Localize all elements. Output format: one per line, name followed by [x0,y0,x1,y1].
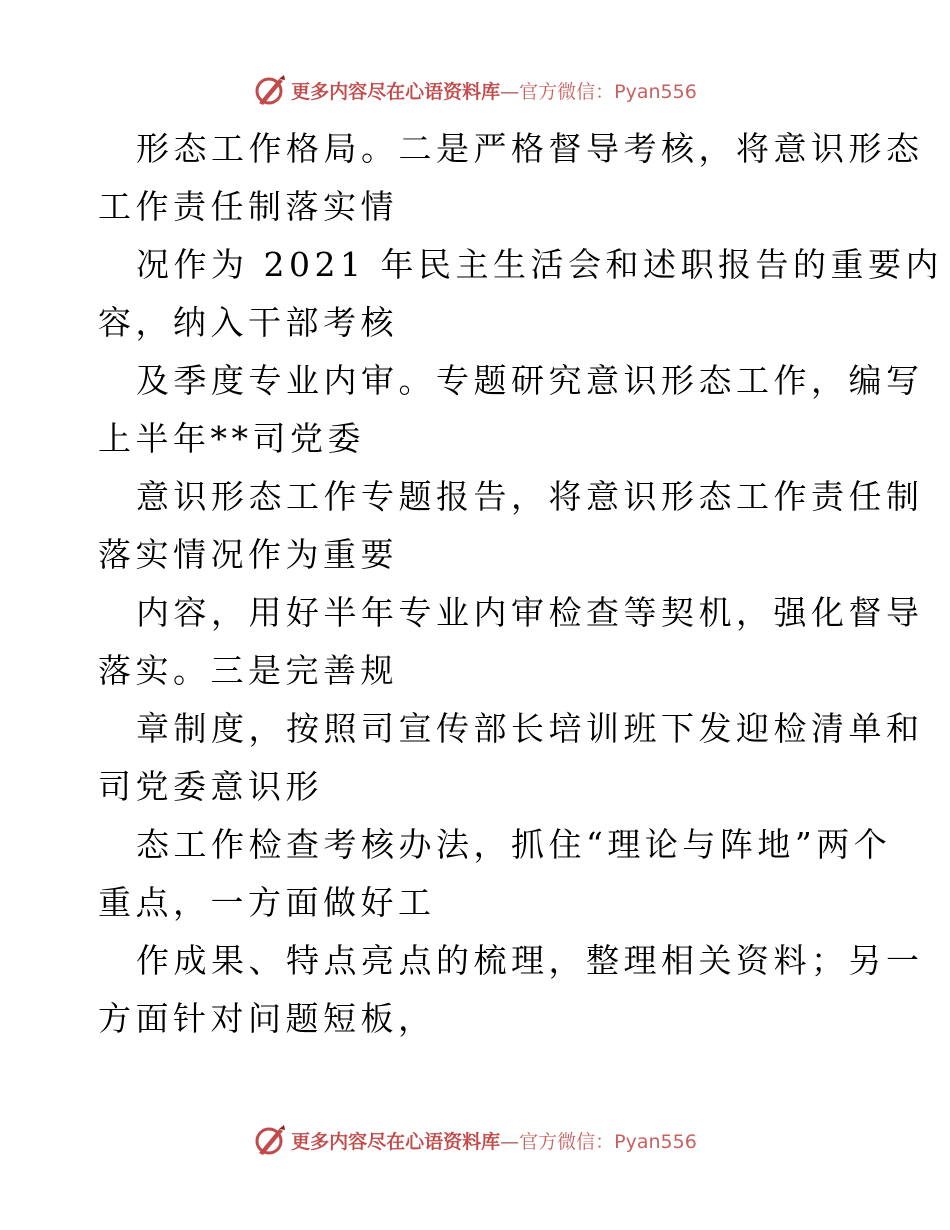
watermark-suffix: 官方微信：Pyan556 [519,1130,697,1153]
paragraph [98,932,924,1048]
paragraph-line: 作成果、特点亮点的梳理，整理相关资料；另一 [136,941,924,980]
watermark-suffix: 官方微信：Pyan556 [519,80,697,103]
paragraph [98,236,943,352]
paragraph-line: 意识形态工作专题报告，将意识形态工作责任制 [136,477,924,516]
watermark-dash: — [500,80,520,103]
paragraph-line: 落实。三是完善规 [98,651,398,690]
quill-pen-logo-icon [253,73,287,107]
paragraph-line: 落实情况作为重要 [98,535,398,574]
paragraph-line: 重点，一方面做好工 [98,883,436,922]
paragraph [98,700,924,816]
paragraph [98,352,924,468]
paragraph-line: 容，纳入干部考核 [98,303,398,342]
paragraph-line: 方面针对问题短板， [98,999,436,1038]
paragraph-line: 司党委意识形 [98,767,323,806]
paragraph-line: 态工作检查考核办法，抓住“理论与阵地”两个 [136,825,892,864]
paragraph-line: 上半年**司党委 [98,419,365,458]
footer-watermark [0,1120,950,1160]
paragraph-line: 工作责任制落实情 [98,187,398,226]
paragraph [98,468,924,584]
watermark-prefix: 更多内容尽在心语资料库 [291,1130,501,1153]
paragraph-line: 形态工作格局。二是严格督导考核，将意识形态 [136,129,924,168]
watermark-text [291,1127,697,1154]
paragraph [98,584,924,700]
paragraph [98,120,924,236]
paragraph-line: 况作为 2021 年民主生活会和述职报告的重要内 [136,245,943,284]
paragraph-line: 章制度，按照司宣传部长培训班下发迎检清单和 [136,709,924,748]
paragraph-line: 及季度专业内审。专题研究意识形态工作，编写 [136,361,924,400]
watermark-text [291,77,697,104]
document-body [98,120,943,1048]
paragraph-line: 内容，用好半年专业内审检查等契机，强化督导 [136,593,924,632]
watermark-dash: — [500,1130,520,1153]
paragraph [98,816,892,932]
header-watermark [0,70,950,110]
quill-pen-logo-icon [253,1123,287,1157]
watermark-prefix: 更多内容尽在心语资料库 [291,80,501,103]
